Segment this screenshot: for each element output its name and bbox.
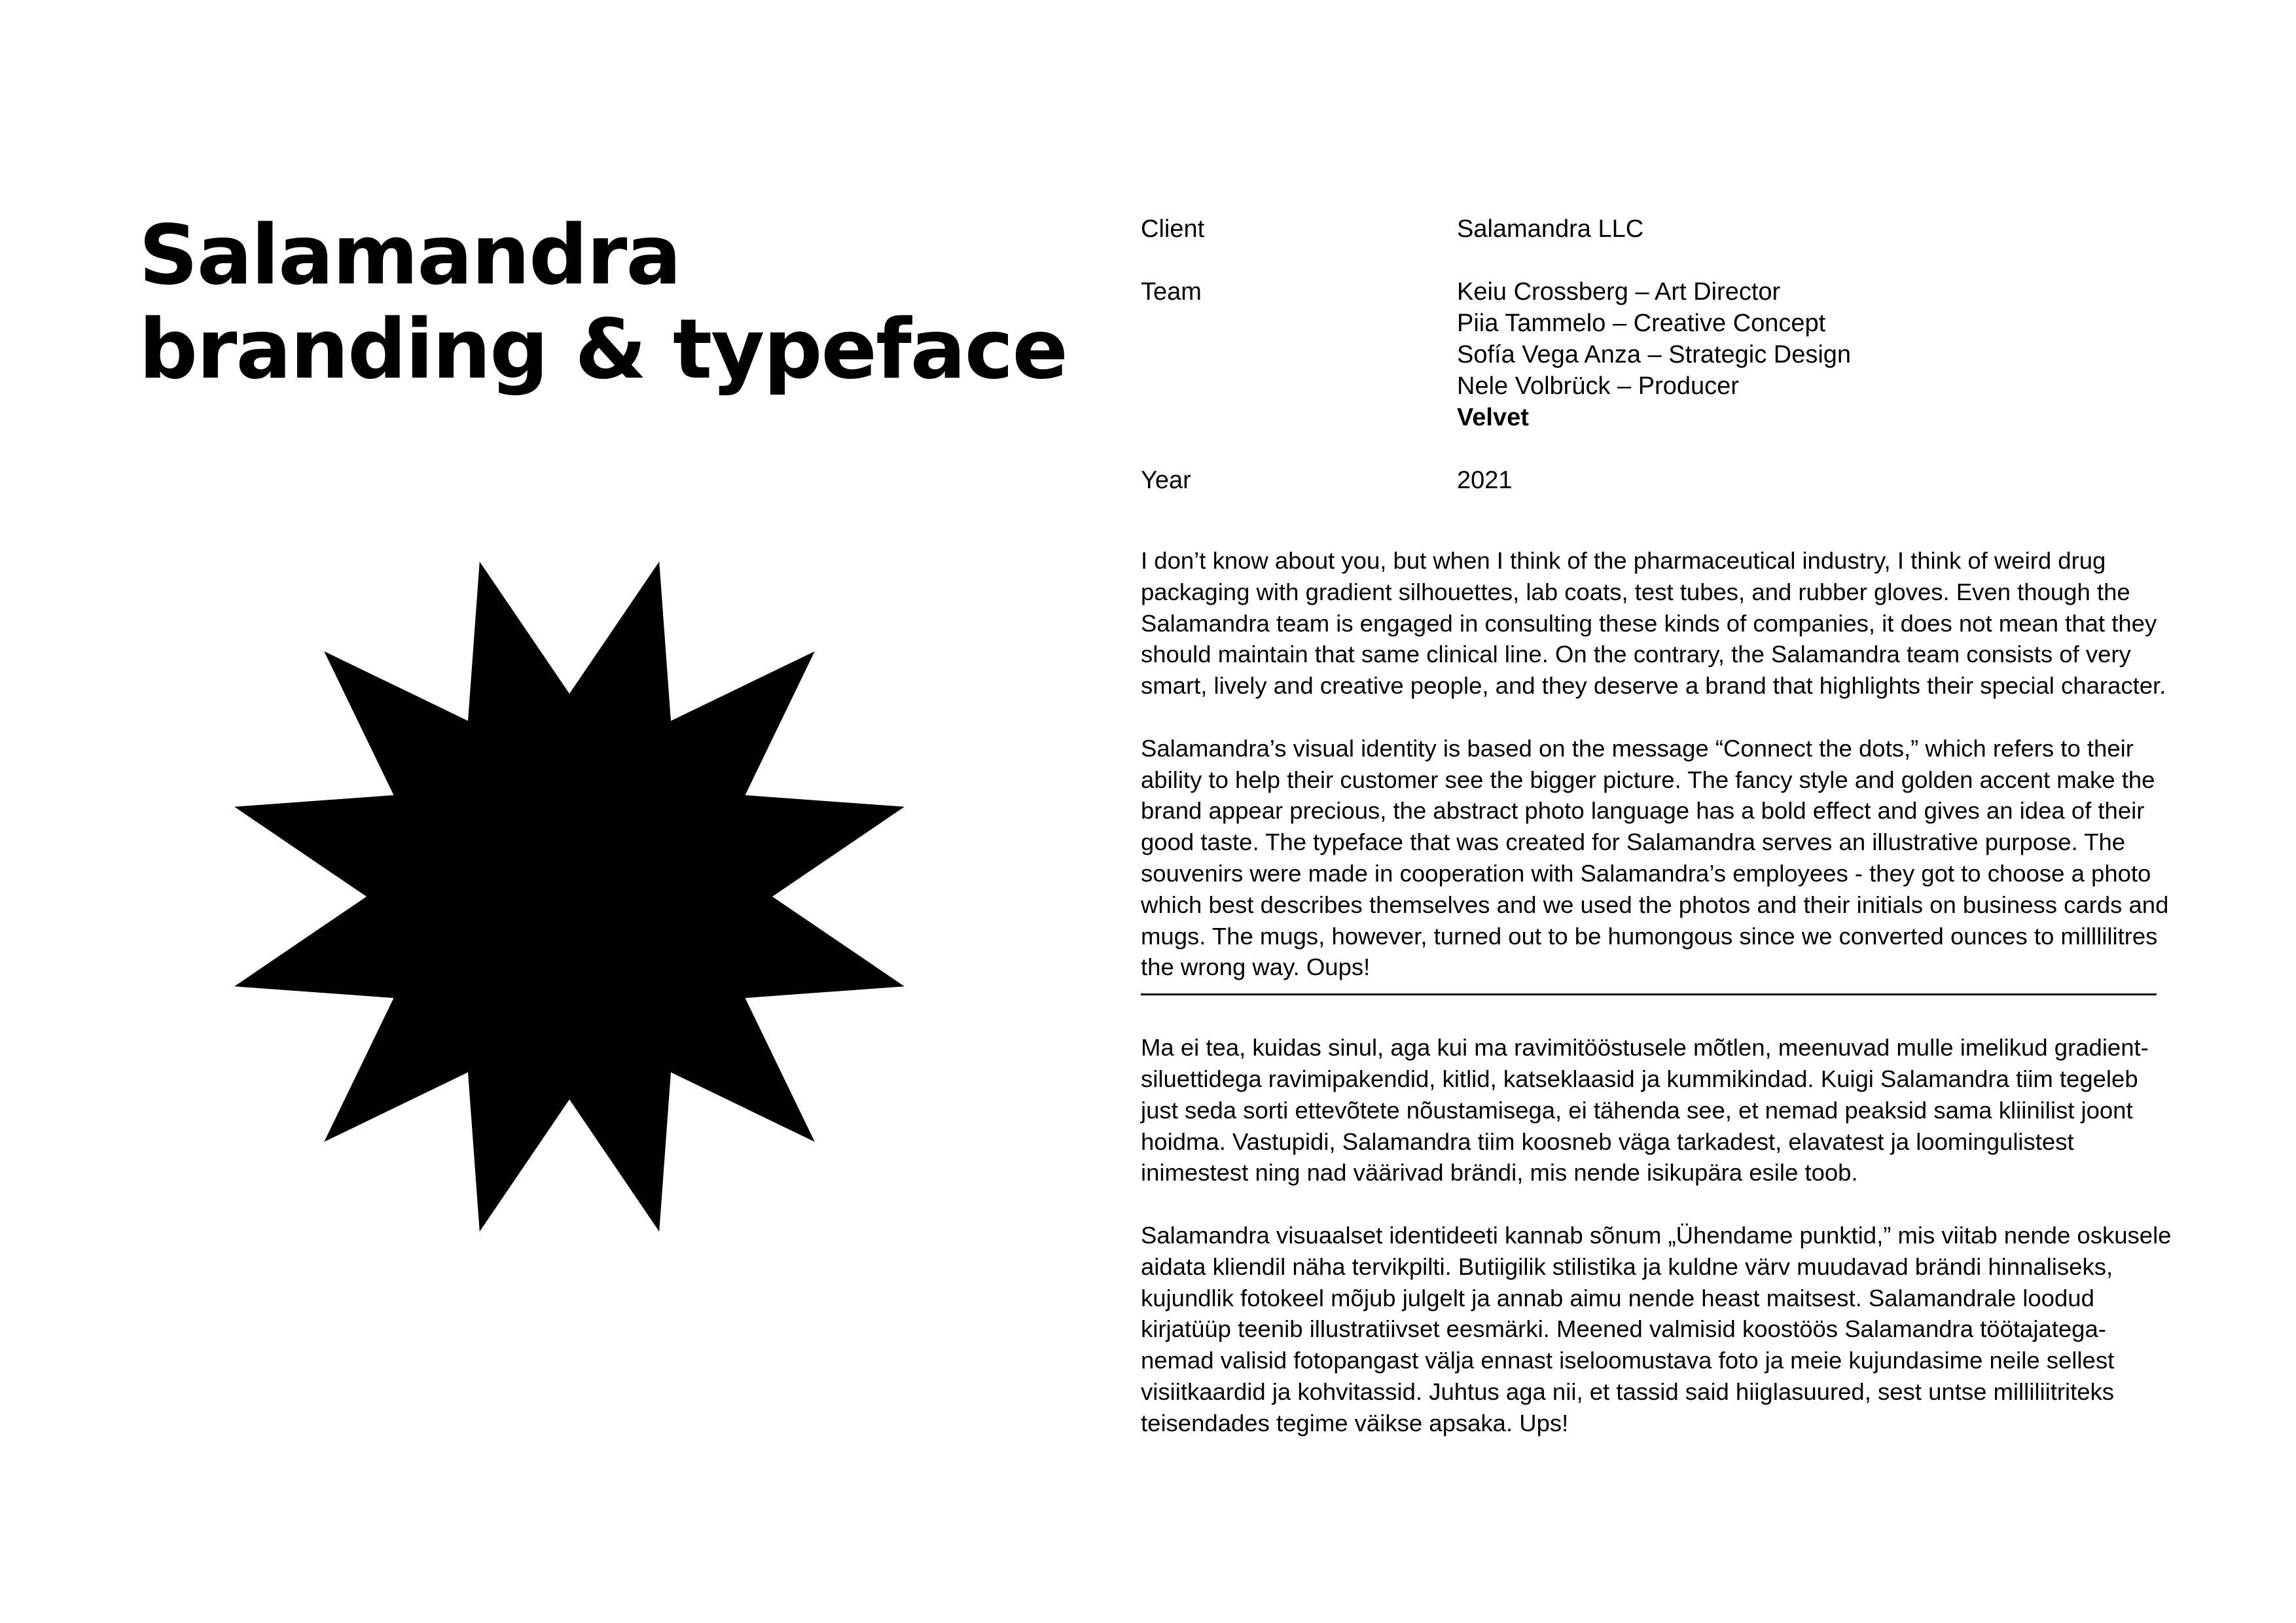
team-label: Team [1141, 278, 1202, 306]
team-member: Sofía Vega Anza – Strategic Design [1457, 341, 1852, 368]
team-studio: Velvet [1457, 404, 1529, 431]
team-member: Keiu Crossberg – Art Director [1457, 278, 1781, 306]
team-member: Nele Volbrück – Producer [1457, 372, 1739, 400]
star-shape [234, 562, 905, 1232]
team-row [1141, 276, 2162, 433]
year-row [1141, 465, 2162, 496]
client-label: Client [1141, 215, 1205, 243]
year-value: 2021 [1457, 467, 1513, 494]
description-en-paragraph-1: I don’t know about you, but when I think of the pharmaceutical industry, I think of weird drug packaging with gradient silhouettes, lab coats, test tubes, and rubber gloves. Even though the Salamandra team is engaged in consulting these kinds of companies, it does not mean that they should maintain that same clinical line. On the contrary, the Salamandra team consists of very smart, lively and creative people, and they deserve a brand that highlights their special character. [1141, 547, 2166, 700]
client-row [1141, 213, 2162, 245]
twelve-point-star-icon [223, 550, 916, 1243]
team-list [1457, 276, 2162, 433]
description-en-paragraph-2: Salamandra’s visual identity is based on the message “Connect the dots,” which refers to their ability to help their customer see the bigger picture. The fancy style and golden accent make the brand appear precious, the abstract photo language has a bold effect and gives an idea of their good taste. The typeface that was created for Salamandra serves an illustrative purpose. The souvenirs were made in cooperation with Salamandra’s employees - they got to choose a photo which best describes themselves and we used the photos and their initials on business cards and mugs. The mugs, however, turned out to be humongous since we converted ounces to milllilitres the wrong way. Oups! [1141, 734, 2169, 981]
project-details [1141, 213, 2162, 527]
description-et-paragraph-2: Salamandra visuaalset identideeti kannab sõnum „Ühendame punktid,” mis viitab nende oskusele aidata kliendil näha tervikpilti. Butiigilik stilistika ja kuldne värv muudavad brändi hinnaliseks, kujundlik fotokeel mõjub julgelt ja annab aimu nende heast maitsest. Salamandrale loodud kirjatüüp teenib illustratiivset eesmärki. Meened valmisid koostöös Salamandra töötajatega- nemad valisid fotopangast välja ennast iseloomustava foto ja meie kujundasime neile sellest visiitkaardid ja kohvitassid. Juhtus aga nii, et tassid said hiiglasuured, sest untse milliliitriteks teisendades tegime väikse apsaka. Ups! [1141, 1221, 2172, 1436]
project-title-line-2: branding & typeface [139, 301, 1067, 397]
description-et-paragraph-1: Ma ei tea, kuidas sinul, aga kui ma ravimitööstusele mõtlen, meenuvad mulle imelikud gradient-siluettidega ravimipakendid, kitlid, katseklaasid ja kummikindad. Kuigi Salamandra tiim tegeleb just seda sorti ettevõtete nõustamisega, ei tähenda see, et nemad peaksid sama kliinilist joont hoidma. Vastupidi, Salamandra tiim koosneb väga tarkadest, elavatest ja loomingulistest inimestest ning nad väärivad brändi, mis nende isikupära esile toob. [1141, 1034, 2149, 1186]
project-title-line-1: Salamandra [139, 207, 681, 303]
project-description [1141, 545, 2175, 1470]
project-title [139, 208, 1067, 397]
team-member: Piia Tammelo – Creative Concept [1457, 310, 1826, 337]
client-value: Salamandra LLC [1457, 215, 1644, 243]
year-label: Year [1141, 467, 1191, 494]
language-divider [1141, 993, 2157, 995]
